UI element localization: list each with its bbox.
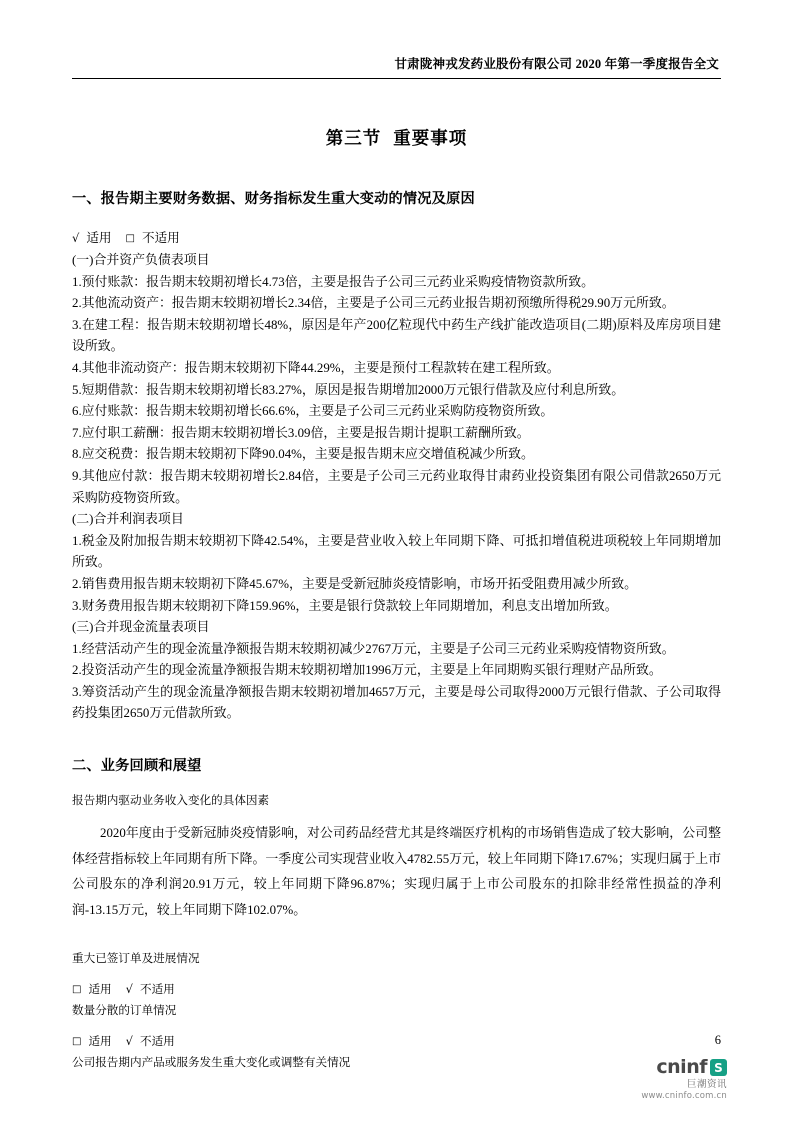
empty-checkbox-icon: □: [72, 1036, 82, 1048]
subtitle-revenue-drivers: 报告期内驱动业务收入变化的具体因素: [72, 794, 270, 808]
business-narrative: [72, 821, 721, 923]
business-narrative-text: 2020年度由于受新冠肺炎疫情影响，对公司药品经营尤其是终端医疗机构的市场销售造成了较大影响，公司整体经营指标较上年同期有所下降。一季度公司实现营业收入4782.55万元，较上年同期下降17.67%；实现归属于上市公司股东的净利润20.91万元，较上年同期下降96.87%；实现归属于上市公司股东的扣除非经常性损益的净利润-13.15万元，较上年同期下降102.07%。: [72, 826, 721, 917]
group1-item-1: 1.预付账款：报告期末较期初增长4.73倍，主要是报告子公司三元药业采购疫情物资款所致。: [72, 274, 595, 289]
group2-item-2: 2.销售费用报告期末较期初下降45.67%，主要是受新冠肺炎疫情影响，市场开拓受阻费用减少所致。: [72, 576, 638, 591]
label-dispersed-orders: 数量分散的订单情况: [72, 1004, 177, 1018]
empty-checkbox-icon: □: [125, 233, 135, 244]
group1-item-2: 2.其他流动资产：报告期末较期初增长2.34倍，主要是子公司三元药业报告期初预缴所得税29.90万元所致。: [72, 296, 675, 311]
dispersed-orders-applicable-row: [72, 1031, 721, 1053]
group1-item-6: 6.应付账款：报告期末较期初增长66.6%，主要是子公司三元药业采购防疫物资所致。: [72, 404, 554, 419]
applicable-line: [72, 228, 721, 250]
header-divider: [72, 78, 721, 79]
label-product-changes: 公司报告期内产品或服务发生重大变化或调整有关情况: [72, 1056, 351, 1070]
cninfo-mark-icon: S: [710, 1059, 727, 1076]
not-applicable-label: 不适用: [139, 1035, 175, 1049]
check-mark-icon: √: [125, 982, 133, 997]
group3-item-3: 3.筹资活动产生的现金流量净额报告期末较期初增加4657万元，主要是母公司取得2000万元银行借款、子公司取得药投集团2650万元借款所致。: [72, 684, 721, 721]
group1-item-4: 4.其他非流动资产：报告期末较期初下降44.29%，主要是预付工程款转在建工程所致。: [72, 360, 560, 375]
group1-item-3: 3.在建工程：报告期末较期初增长48%，原因是年产200亿粒现代中药生产线扩能改造项目(二期)原料及库房项目建设所致。: [72, 317, 721, 354]
group1-item-8: 8.应交税费：报告期末较期初下降90.04%，主要是报告期末应交增值税减少所致。: [72, 447, 534, 462]
heading-financial-changes: 一、报告期主要财务数据、财务指标发生重大变动的情况及原因: [72, 191, 475, 207]
major-orders-applicable-row: [72, 979, 721, 1001]
label-major-orders: 重大已签订单及进展情况: [72, 952, 200, 966]
section-title: [72, 125, 721, 150]
group1-item-5: 5.短期借款：报告期末较期初增长83.27%，原因是报告期增加2000万元银行借款及应付利息所致。: [72, 382, 625, 397]
heading-business-review: 二、业务回顾和展望: [72, 758, 202, 775]
not-applicable-label: 不适用: [141, 231, 180, 245]
applicable-label: 适用: [88, 1035, 112, 1049]
check-mark-icon: √: [72, 231, 80, 245]
group3-item-2: 2.投资活动产生的现金流量净额报告期末较期初增加1996万元，主要是上年同期购买银行理财产品所致。: [72, 663, 662, 678]
not-applicable-label: 不适用: [139, 983, 175, 997]
check-mark-icon: √: [125, 1034, 133, 1049]
group2-item-3: 3.财务费用报告期末较期初下降159.96%，主要是银行贷款较上年同期增加，利息支出增加所致。: [72, 598, 618, 613]
logo-url: www.cninfo.com.cn: [641, 1090, 727, 1101]
empty-checkbox-icon: □: [72, 984, 82, 996]
group1-item-7: 7.应付职工薪酬：报告期末较期初增长3.09倍，主要是报告期计提职工薪酬所致。: [72, 425, 530, 440]
applicable-label: 适用: [86, 231, 112, 245]
page-header: 甘肃陇神戎发药业股份有限公司 2020 年第一季度报告全文: [394, 57, 719, 71]
financial-changes-body: [72, 228, 721, 725]
group1-title: (一)合并资产负债表项目: [72, 253, 210, 267]
logo-row: [641, 1058, 727, 1077]
group2-title: (二)合并利润表项目: [72, 512, 184, 527]
section-title-prefix: 第三节: [325, 128, 382, 148]
section-title-main: 重要事项: [393, 128, 468, 148]
group2-item-1: 1.税金及附加报告期末较期初下降42.54%，主要是营业收入较上年同期下降、可抵扣增值税进项税较上年同期增加所致。: [72, 533, 721, 570]
page-number: 6: [714, 1033, 721, 1047]
logo-subtitle-cn: 巨潮资讯: [686, 1079, 727, 1090]
group3-item-1: 1.经营活动产生的现金流量净额报告期末较期初减少2767万元，主要是子公司三元药业采购疫情物资所致。: [72, 641, 675, 656]
applicable-label: 适用: [88, 983, 112, 997]
group3-title: (三)合并现金流量表项目: [72, 620, 210, 635]
group1-item-9: 9.其他应付款：报告期末较期初增长2.84倍，主要是子公司三元药业取得甘肃药业投资集团有限公司借款2650万元采购防疫物资所致。: [72, 468, 721, 505]
tail-section: [72, 949, 721, 1073]
footer-logo: [641, 1058, 727, 1100]
logo-wordmark: cninf: [656, 1056, 707, 1078]
